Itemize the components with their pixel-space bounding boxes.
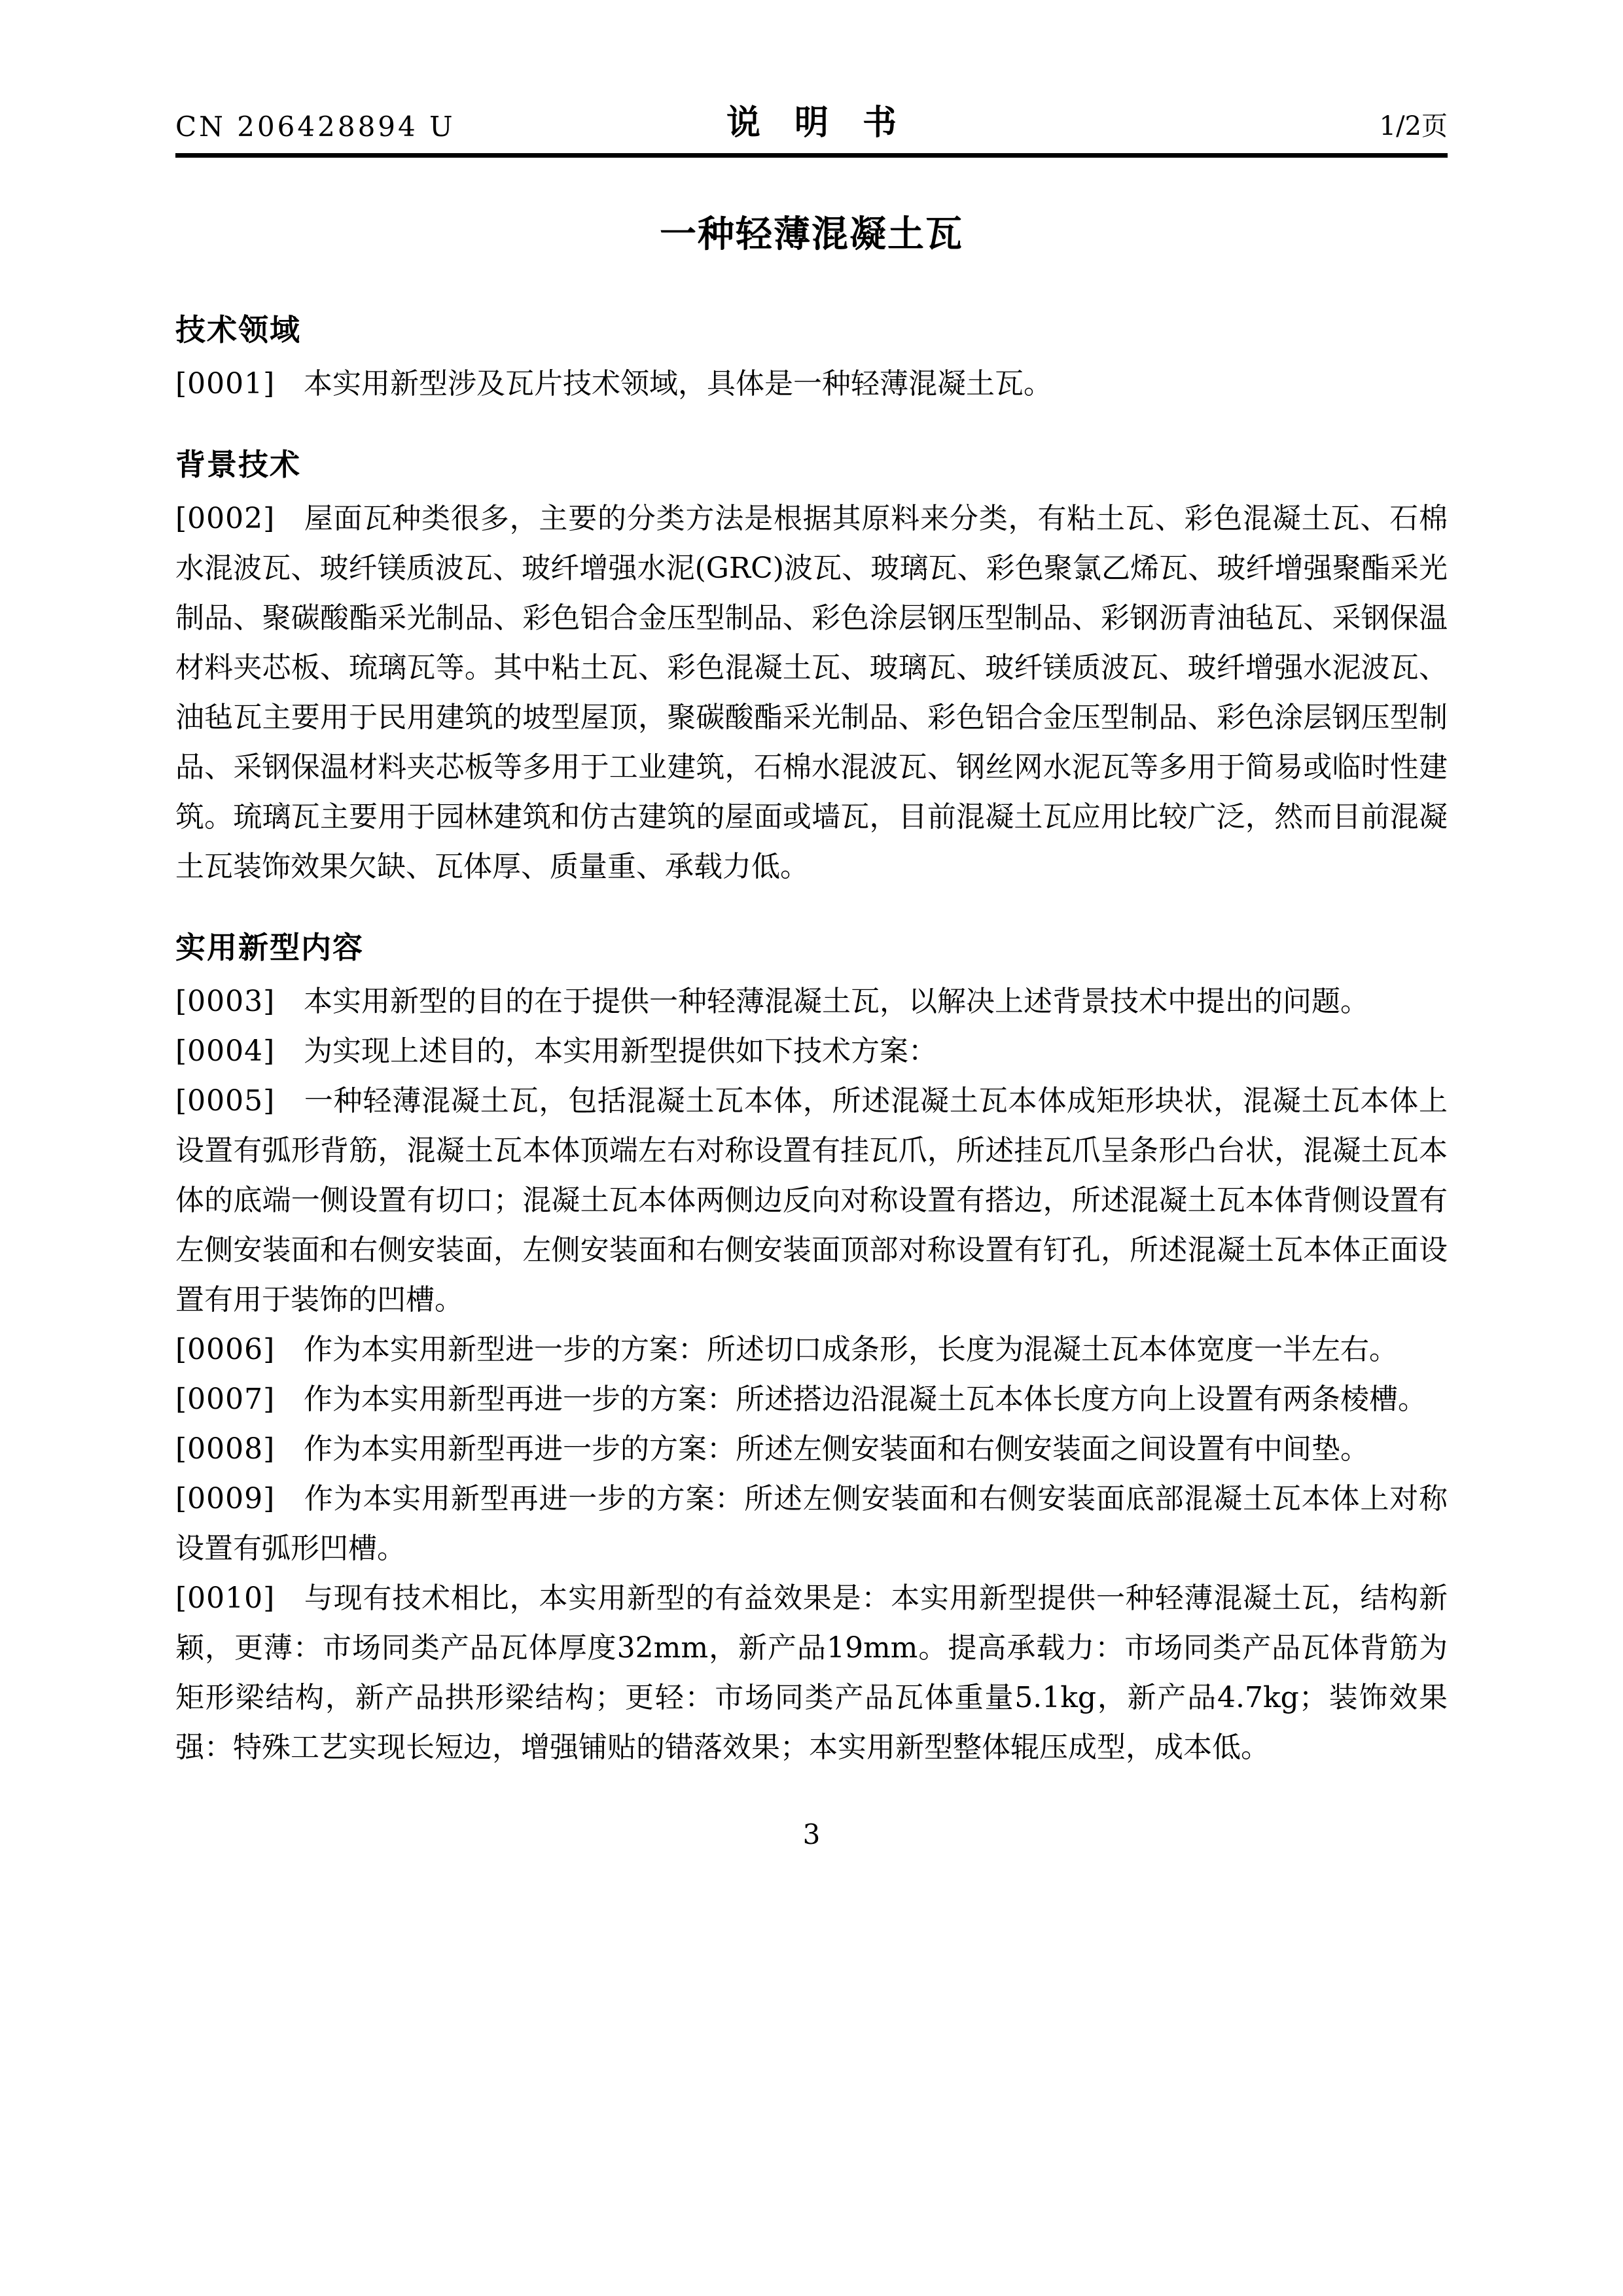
document-type-label: 说明书: [726, 103, 931, 143]
paragraph: [175, 1325, 1448, 1375]
paragraph-number: [0001]: [175, 367, 276, 400]
paragraph-text: 屋面瓦种类很多，主要的分类方法是根据其原料来分类，有粘土瓦、彩色混凝土瓦、石棉水混波瓦、玻纤镁质波瓦、玻纤增强水泥(GRC)波瓦、玻璃瓦、彩色聚氯乙烯瓦、玻纤增强聚酯采光制品、聚碳酸酯采光制品、彩色铝合金压型制品、彩色涂层钢压型制品、彩钢沥青油毡瓦、采钢保温材料夹芯板、琉璃瓦等。其中粘土瓦、彩色混凝土瓦、玻璃瓦、玻纤镁质波瓦、玻纤增强水泥波瓦、油毡瓦主要用于民用建筑的坡型屋顶，聚碳酸酯采光制品、彩色铝合金压型制品、彩色涂层钢压型制品、采钢保温材料夹芯板等多用于工业建筑，石棉水混波瓦、钢丝网水泥瓦等多用于简易或临时性建筑。琉璃瓦主要用于园林建筑和仿古建筑的屋面或墙瓦，目前混凝土瓦应用比较广泛，然而目前混凝土瓦装饰效果欠缺、瓦体厚、质量重、承载力低。: [175, 502, 1448, 883]
invention-title: 一种轻薄混凝土瓦: [660, 213, 963, 256]
paragraph: [175, 1076, 1448, 1325]
paragraph-text: 为实现上述目的，本实用新型提供如下技术方案：: [304, 1034, 937, 1068]
paragraph-number: [0010]: [175, 1581, 276, 1615]
paragraph-text: 作为本实用新型再进一步的方案：所述左侧安装面和右侧安装面之间设置有中间垫。: [304, 1432, 1369, 1466]
paragraph: [175, 494, 1448, 892]
document-number: CN 206428894 U: [175, 111, 455, 143]
paragraph-text: 作为本实用新型再进一步的方案：所述搭边沿混凝土瓦本体长度方向上设置有两条棱槽。: [304, 1383, 1427, 1416]
paragraph-number: [0002]: [175, 502, 276, 535]
section: [175, 446, 1448, 892]
paragraph: [175, 1027, 1448, 1076]
header-rule: [175, 153, 1448, 158]
paragraph-text: 作为本实用新型再进一步的方案：所述左侧安装面和右侧安装面底部混凝土瓦本体上对称设置有弧形凹槽。: [175, 1482, 1448, 1565]
paragraph-text: 本实用新型的目的在于提供一种轻薄混凝土瓦，以解决上述背景技术中提出的问题。: [304, 985, 1369, 1018]
paragraph: [175, 977, 1448, 1027]
paragraph-number: [0003]: [175, 985, 276, 1018]
paragraph-text: 作为本实用新型进一步的方案：所述切口成条形，长度为混凝土瓦本体宽度一半左右。: [304, 1333, 1398, 1366]
paragraph-number: [0009]: [175, 1482, 276, 1515]
paragraph-number: [0007]: [175, 1383, 276, 1416]
page-indicator: 1/2页: [1379, 111, 1448, 141]
page-header: [175, 0, 1448, 143]
paragraph: [175, 359, 1448, 409]
paragraph-number: [0005]: [175, 1084, 276, 1118]
section: [175, 311, 1448, 409]
paragraph-text: 与现有技术相比，本实用新型的有益效果是：本实用新型提供一种轻薄混凝土瓦，结构新颖，更薄：市场同类产品瓦体厚度32mm，新产品19mm。提高承载力：市场同类产品瓦体背筋为矩形梁结构，新产品拱形梁结构；更轻：市场同类产品瓦体重量5.1kg，新产品4.7kg；装饰效果强：特殊工艺实现长短边，增强铺贴的错落效果；本实用新型整体辊压成型，成本低。: [175, 1581, 1448, 1764]
section-heading: 实用新型内容: [175, 930, 364, 965]
paragraph: [175, 1474, 1448, 1574]
section-heading: 技术领域: [175, 312, 301, 347]
document-body: [175, 311, 1448, 1773]
paragraph: [175, 1574, 1448, 1773]
page-number: 3: [802, 1818, 821, 1850]
paragraph-number: [0004]: [175, 1034, 276, 1068]
section: [175, 928, 1448, 1773]
paragraph-text: 本实用新型涉及瓦片技术领域，具体是一种轻薄混凝土瓦。: [304, 367, 1052, 400]
paragraph-text: 一种轻薄混凝土瓦，包括混凝土瓦本体，所述混凝土瓦本体成矩形块状，混凝土瓦本体上设置有弧形背筋，混凝土瓦本体顶端左右对称设置有挂瓦爪，所述挂瓦爪呈条形凸台状，混凝土瓦本体的底端一侧设置有切口；混凝土瓦本体两侧边反向对称设置有搭边，所述混凝土瓦本体背侧设置有左侧安装面和右侧安装面，左侧安装面和右侧安装面顶部对称设置有钉孔，所述混凝土瓦本体正面设置有用于装饰的凹槽。: [175, 1084, 1448, 1316]
paragraph-number: [0006]: [175, 1333, 276, 1366]
section-heading: 背景技术: [175, 447, 301, 482]
paragraph: [175, 1424, 1448, 1474]
paragraph-number: [0008]: [175, 1432, 276, 1466]
paragraph: [175, 1375, 1448, 1424]
